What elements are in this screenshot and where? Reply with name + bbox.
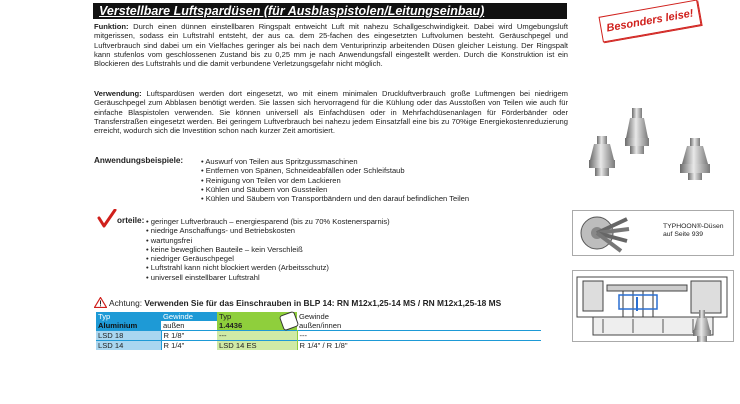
verwendung-label: Verwendung: (94, 89, 142, 98)
cell-gewinde-2: --- (297, 331, 541, 341)
page-title: Verstellbare Luftspardüsen (für Ausblaspistolen/Leitungseinbau) (93, 3, 567, 19)
verwendung-paragraph (94, 89, 568, 135)
list-item: • Entfernen von Spänen, Schneideabfällen oder Schleifstaub (201, 166, 571, 175)
list-item: • Auswurf von Teilen aus Spritzgussmaschinen (201, 157, 571, 166)
funktion-text: Durch einen dünnen einstellbaren Ringspalt entweicht Luft mit nahezu Schallgeschwindigkeit. Dabei wird Umgebungsluft mitgerissen, sodass ein Luftstrahl entsteht, der aus ca. dem 25-fachen des eingesetzten Luftvolumen besteht. Geräuschpegel und Luftverbrauch sind dabei um ein Vielfaches geringer als bei nach dem Venturiprinzip arbeitenden Düsen gleicher Leistung. Der Ringspalt kann stufenlos vom geschlossenen Zustand bis zu 0,25 mm je nach Anwendungsfall eingestellt werden. Durch die Konstruktion ist ein Blockieren des Luftstrahls und die damit verbundene Verletzungsgefahr nicht möglich. (94, 22, 568, 69)
list-item: • Luftstrahl kann nicht blockiert werden (Arbeitsschutz) (146, 263, 446, 272)
list-item: • universell einstellbarer Luftstrahl (146, 273, 446, 282)
spec-table (96, 312, 541, 350)
list-item: • keine beweglichen Bauteile – kein Verschleiß (146, 245, 446, 254)
cell-gewinde-1: R 1/4" (161, 341, 217, 351)
header-material-2: 1.4436 (217, 321, 281, 331)
list-item: • Kühlen und Säubern von Gussteilen (201, 185, 571, 194)
rostfrei-stamp: Rostfrei (279, 311, 300, 332)
caption-line1: TYPHOON®-Düsen (663, 223, 724, 230)
header-gewinde-2: Gewinde (297, 312, 541, 321)
cell-typ-1: LSD 14 (96, 341, 161, 351)
list-item: • geringer Luftverbrauch – energiesparend (bis zu 70% Kostenersparnis) (146, 217, 446, 226)
cell-gewinde-1: R 1/8" (161, 331, 217, 341)
header-gewinde-sub-2: außen/innen (297, 321, 541, 331)
promo-badge: Besonders leise! (599, 0, 702, 42)
funktion-paragraph (94, 22, 568, 68)
table-row (96, 331, 541, 341)
table-row (96, 341, 541, 351)
typhoon-caption (663, 223, 733, 240)
typhoon-box (572, 210, 734, 256)
cell-typ-2: --- (217, 331, 297, 341)
warning-text: Verwenden Sie für das Einschrauben in BLP 14: RN M12x1,25-14 MS / RN M12x1,25-18 MS (144, 298, 502, 309)
nozzles-photo (584, 104, 730, 184)
header-gewinde-1: Gewinde (163, 312, 193, 321)
list-item: • wartungsfrei (146, 236, 446, 245)
vorteile-list (146, 217, 446, 282)
vorteile-label: orteile: (117, 216, 145, 225)
cell-typ-1: LSD 18 (96, 331, 161, 341)
header-material-1: Aluminium (96, 321, 161, 331)
header-gewinde-sub-1: außen (161, 321, 217, 331)
checkmark-icon (97, 209, 117, 229)
header-typ-1: Typ (98, 312, 111, 321)
list-item: • niedrige Anschaffungs- und Betriebskosten (146, 226, 446, 235)
warning-prefix: Achtung: (109, 298, 143, 309)
verwendung-text: Luftspardüsen werden dort eingesetzt, wo mit einem minimalen Druckluftverbrauch große Luftmengen bei niedrigem Geräuschpegel zum Abblasen benötigt werden. Sie lassen sich hervorragend für die Kühlung oder das Ausstoßen von Teilen wie auch für einfache Blaspistolen verwenden. Sie können universell als Einfachdüsen oder in Mehrfachdüsenanlagen für Förderbänder oder Transferstraßen eingesetzt werden. Bei geringem Luftverbrauch bei nahezu jedem Einsatzfall eine bis zu 70%ige Energiekostenreduzierung erreicht, wodurch sich die Investition schon nach kurzer Zeit amortisiert. (94, 89, 568, 136)
list-item: • Kühlen und Säubern von Transportbändern und den darauf befindlichen Teilen (201, 194, 571, 203)
warning-icon (94, 297, 107, 311)
caption-line2: auf Seite 939 (663, 231, 704, 239)
anwendung-label: Anwendungsbeispiele: (94, 156, 184, 165)
typhoon-photo (579, 213, 631, 253)
small-nozzle-photo (692, 310, 712, 342)
funktion-label: Funktion: (94, 22, 129, 31)
header-typ-2: Typ (217, 312, 281, 321)
warning-line (94, 297, 568, 311)
anwendung-list (201, 157, 571, 203)
cell-typ-2: LSD 14 ES (217, 341, 297, 351)
stamp-cell (281, 312, 297, 331)
cell-gewinde-2: R 1/4" / R 1/8" (297, 341, 541, 351)
list-item: • niedriger Geräuschpegel (146, 254, 446, 263)
list-item: • Reinigung von Teilen vor dem Lackieren (201, 176, 571, 185)
